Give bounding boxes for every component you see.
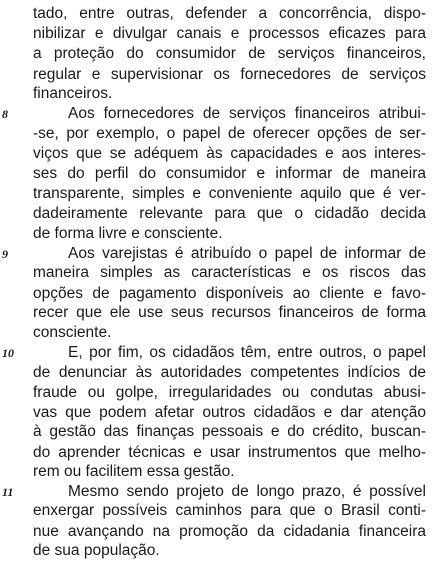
- text-line: maneira simples as características e os riscos das: [33, 264, 426, 282]
- text-line: financeiros.: [33, 84, 113, 102]
- text-line: nue avançando na promoção da cidadania financeira: [33, 522, 426, 540]
- line-number: 8: [2, 107, 8, 122]
- text-line: recer que ele use seus recursos financeiros de forma: [33, 303, 426, 321]
- text-line: regular e supervisionar os fornecedores de serviços: [33, 65, 426, 83]
- text-line: nibilizar e divulgar canais e processos eficazes para: [33, 25, 426, 43]
- line-number: 9: [2, 246, 8, 261]
- text-line: E, por fim, os cidadãos têm, entre outros, o papel: [68, 344, 426, 362]
- text-line: do aprender técnicas e usar instrumentos que melho-: [33, 443, 426, 461]
- text-line: de sua população.: [33, 542, 160, 559]
- text-line: transparente, simples e conveniente aquilo que é ver-: [33, 185, 426, 203]
- text-line: dadeiramente relevante para que o cidadão decida: [33, 204, 426, 222]
- text-line: rem ou facilitem essa gestão.: [33, 462, 235, 480]
- text-line: a proteção do consumidor de serviços financeiros,: [33, 45, 426, 63]
- text-line: fraude ou golpe, irregularidades ou condutas abusi-: [33, 383, 426, 401]
- text-line: viços que se adéquem às capacidades e aos interes-: [33, 144, 426, 162]
- text-line: tado, entre outras, defender a concorrência, dispo-: [33, 5, 426, 22]
- text-line: Mesmo sendo projeto de longo prazo, é possível: [68, 483, 426, 501]
- line-number: 10: [2, 346, 14, 361]
- text-line: enxergar possíveis caminhos para que o Brasil conti-: [33, 502, 426, 520]
- text-line: -se, por exemplo, o papel de oferecer opções de ser-: [33, 125, 426, 143]
- text-line: opções de pagamento disponíveis ao cliente e favo-: [33, 284, 426, 302]
- text-line: ses do perfil do consumidor e informar de maneira: [33, 164, 426, 182]
- text-line: de forma livre e consciente.: [33, 224, 223, 242]
- text-line: consciente.: [33, 324, 112, 342]
- text-line: Aos varejistas é atribuído o papel de informar de: [68, 244, 426, 262]
- text-line: Aos fornecedores de serviços financeiros atribui-: [68, 105, 426, 123]
- text-line: de denunciar às autoridades competentes indícios de: [33, 363, 426, 381]
- text-line: vas que podem afetar outros cidadãos e dar atenção: [33, 404, 426, 422]
- text-line: à gestão das finanças pessoais e do crédito, buscan-: [33, 423, 426, 441]
- line-number: 11: [2, 485, 14, 500]
